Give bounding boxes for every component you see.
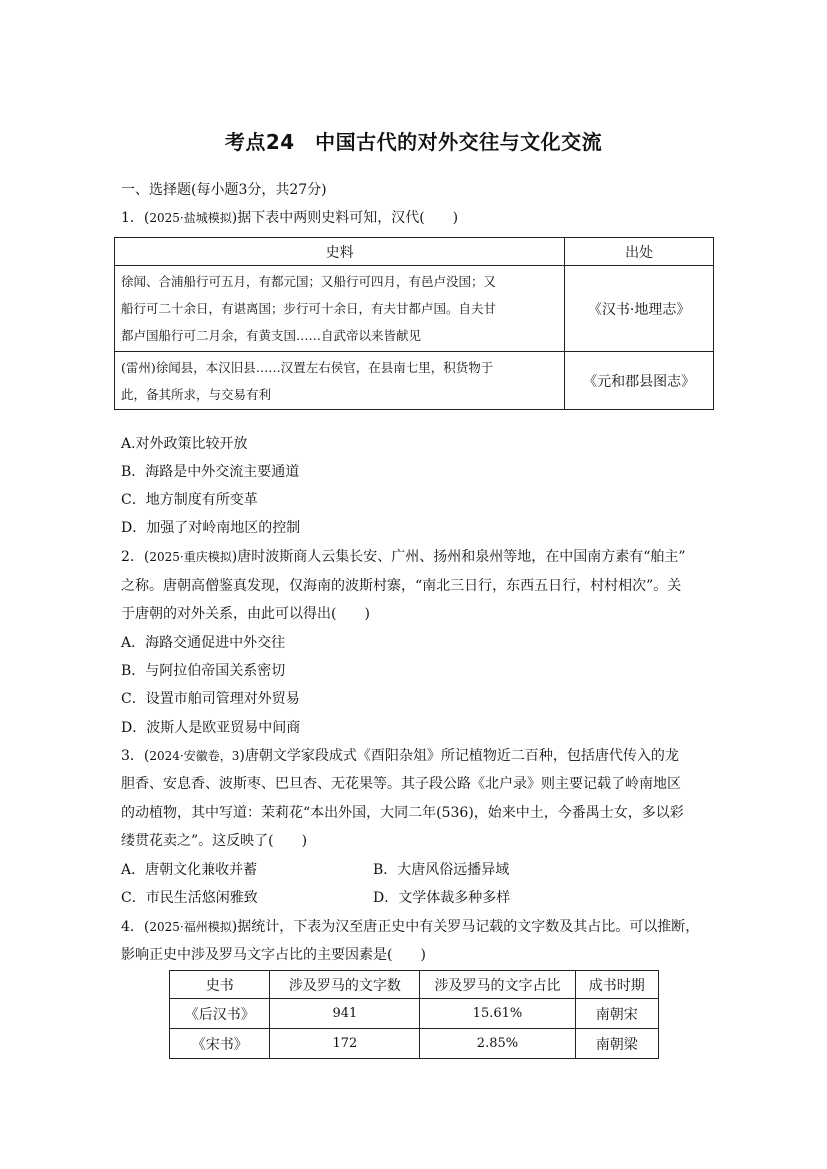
table-cell-text: 徐闻、合浦船行可五月，有都元国；又船行可四月，有邑卢没国；又 船行可二十余日，有谌离国；步行可十余日，有夫甘都卢国。自夫甘 都卢国船行可二月余，有黄支国……自武帝以来皆献见 (115, 266, 565, 352)
q4-source-tag: 2025·福州模拟 (149, 920, 232, 934)
table-cell: 15.61% (420, 999, 575, 1029)
q2-option-a[interactable]: A．海路交通促进中外交往 (121, 635, 286, 651)
table-row (170, 1029, 659, 1059)
q1-option-c[interactable]: C．地方制度有所变革 (121, 492, 258, 508)
q2-source-tag: 2025·重庆模拟 (149, 550, 232, 564)
table-cell: 172 (270, 1029, 420, 1059)
q2-option-c[interactable]: C．设置市舶司管理对外贸易 (121, 691, 300, 707)
q3-option-b[interactable]: B．大唐风俗远播异域 (373, 862, 510, 878)
table-cell: 南朝宋 (575, 999, 658, 1029)
q2-stem-line3: 于唐朝的对外关系，由此可以得出( ) (121, 606, 370, 622)
q1-option-b[interactable]: B．海路是中外交流主要通道 (121, 464, 300, 480)
section-heading: 一、选择题(每小题3分，共27分) (121, 182, 327, 198)
table-header: 史料 (115, 238, 565, 266)
q3-stem-line2: 胆香、安息香、波斯枣、巴旦杏、无花果等。其子段公路《北户录》则主要记载了岭南地区 (121, 776, 681, 792)
table-header: 涉及罗马的文字数 (270, 971, 420, 999)
q2-option-d[interactable]: D．波斯人是欧亚贸易中间商 (121, 720, 301, 736)
q1-source-tag: 2025·盐城模拟 (149, 211, 232, 225)
table-row (170, 999, 659, 1029)
q1-source-table (114, 237, 714, 410)
table-row (115, 266, 714, 352)
table-cell: 941 (270, 999, 420, 1029)
table-header: 涉及罗马的文字占比 (420, 971, 575, 999)
table-cell: 《后汉书》 (170, 999, 270, 1029)
q3-option-d[interactable]: D．文学体裁多种多样 (373, 890, 511, 906)
q1-option-a[interactable]: A.对外政策比较开放 (121, 436, 248, 452)
q3-option-a[interactable]: A．唐朝文化兼收并蓄 (121, 862, 258, 878)
q4-stem-line1: 4．(2025·福州模拟)据统计，下表为汉至唐正史中有关罗马记载的文字数及其占比。可以推断， (121, 919, 700, 935)
table-header: 出处 (565, 238, 714, 266)
table-header: 史书 (170, 971, 270, 999)
q4-stats-table (169, 970, 659, 1059)
page-title: 考点24 中国古代的对外交往与文化交流 (224, 130, 603, 154)
q3-stem-line1: 3．(2024·安徽卷，3)唐朝文学家段成式《酉阳杂俎》所记植物近二百种，包括唐代传入的龙 (121, 748, 679, 764)
table-row (115, 352, 714, 410)
q2-option-b[interactable]: B．与阿拉伯帝国关系密切 (121, 663, 286, 679)
table-cell-text: (雷州)徐闻县，本汉旧县……汉置左右侯官，在县南七里，积货物于 此，备其所求，与交易有利 (115, 352, 565, 410)
q3-option-c[interactable]: C．市民生活悠闲雅致 (121, 890, 258, 906)
table-header: 成书时期 (575, 971, 658, 999)
q2-stem-line1: 2．(2025·重庆模拟)唐时波斯商人云集长安、广州、扬州和泉州等地，在中国南方素有“舶主” (121, 549, 686, 565)
q3-stem-line4: 缕贯花卖之”。这反映了( ) (121, 833, 308, 849)
q1-option-d[interactable]: D．加强了对岭南地区的控制 (121, 520, 301, 536)
q1-stem: 1．(2025·盐城模拟)据下表中两则史料可知，汉代( ) (121, 210, 459, 226)
table-cell: 2.85% (420, 1029, 575, 1059)
table-cell-source: 《汉书·地理志》 (565, 266, 714, 352)
table-cell-source: 《元和郡县图志》 (565, 352, 714, 410)
table-cell: 南朝梁 (575, 1029, 658, 1059)
q2-stem-line2: 之称。唐朝高僧鉴真发现，仅海南的波斯村寨，“南北三日行，东西五日行，村村相次”。关 (121, 578, 682, 594)
q3-source-tag: 2024·安徽卷，3 (149, 749, 240, 763)
q3-stem-line3: 的动植物，其中写道：茉莉花“本出外国，大同二年(536)，始来中土，今番禺士女，多以彩 (121, 805, 684, 821)
table-cell: 《宋书》 (170, 1029, 270, 1059)
q4-stem-line2: 影响正史中涉及罗马文字占比的主要因素是( ) (121, 947, 426, 963)
